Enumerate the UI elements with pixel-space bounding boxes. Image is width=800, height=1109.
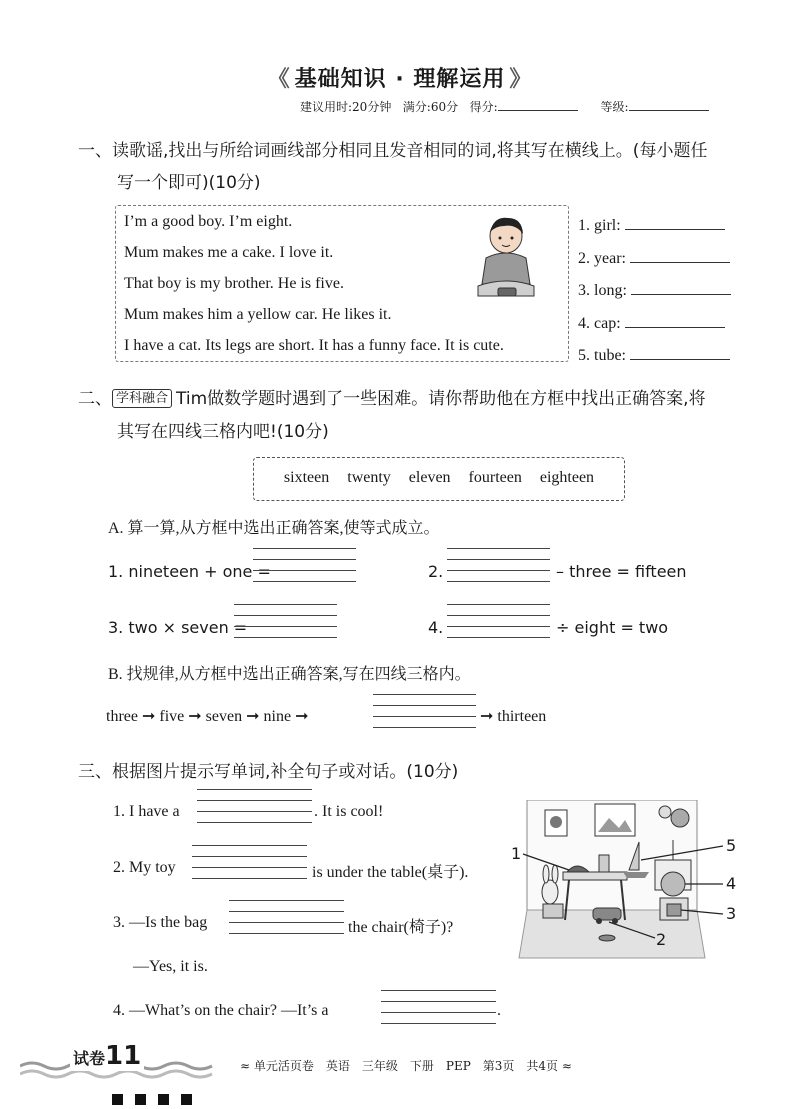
number-sequence [106, 706, 308, 726]
room-label-5: 5 [726, 836, 737, 855]
score-field[interactable] [498, 98, 578, 111]
subject-tag: 学科融合 [112, 389, 172, 408]
arrow-icon: ➞ [188, 708, 202, 725]
four-line-1[interactable] [253, 548, 356, 582]
four-line-2[interactable] [447, 548, 550, 582]
title-bracket-right: 》 [509, 67, 533, 92]
room-label-1: 1 [511, 844, 522, 863]
s3-four-line-3[interactable] [229, 900, 344, 934]
exam-meta [300, 98, 770, 115]
section2-heading-line2: 其写在四线三格内吧!(10分) [117, 422, 329, 442]
s3-q3-start: 3. —Is the bag [113, 914, 208, 931]
poem-line-3: That boy is my brother. He is five. [124, 275, 344, 292]
room-illustration [505, 800, 755, 965]
s1-item-2-label: 2. year: [578, 250, 626, 267]
s1-item-4-label: 4. cap: [578, 315, 621, 332]
suggested-time: 建议用时:20分钟 [300, 100, 392, 114]
four-line-4[interactable] [447, 604, 550, 638]
s1-item-1 [578, 213, 725, 235]
poem-line-2: Mum makes me a cake. I love it. [124, 244, 334, 261]
s3-q4-end: . [497, 1002, 501, 1019]
s3-q3-answer: —Yes, it is. [133, 958, 208, 975]
grade-field[interactable] [629, 98, 709, 111]
poem-line-4: Mum makes him a yellow car. He likes it. [124, 306, 392, 323]
seq-word-1: three [106, 708, 138, 725]
poem-line-1: I’m a good boy. I’m eight. [124, 213, 293, 230]
part-b-instruction: B. 找规律,从方框中选出正确答案,写在四线三格内。 [108, 666, 471, 683]
equation-2-rest: – three = fifteen [556, 562, 687, 581]
four-line-3[interactable] [234, 604, 337, 638]
paper-number-value: 11 [105, 1041, 142, 1071]
room-label-2: 2 [656, 930, 667, 949]
s3-four-line-1[interactable] [197, 789, 312, 823]
equation-4-number: 4. [428, 618, 444, 637]
s1-answer-3[interactable] [631, 278, 731, 295]
section1-heading-line2: 写一个即可)(10分) [117, 173, 261, 193]
word-eleven: eleven [408, 469, 451, 486]
page-title [0, 62, 800, 93]
equation-1: 1. nineteen + one = [108, 562, 271, 581]
section2-number: 二、 [78, 389, 112, 409]
equation-4-rest: ÷ eight = two [556, 618, 669, 637]
s1-answer-5[interactable] [630, 343, 730, 360]
s3-q1-start: 1. I have a [113, 803, 180, 820]
score-label: 得分: [469, 100, 498, 114]
s3-q2-end: is under the table(桌子). [312, 864, 469, 881]
word-fourteen: fourteen [468, 469, 522, 486]
s1-answer-2[interactable] [630, 246, 730, 263]
s3-q3-end: the chair(椅子)? [348, 919, 454, 936]
seq-word-2: five [159, 708, 185, 725]
section2-heading-text: Tim做数学题时遇到了一些困难。请你帮助他在方框中找出正确答案,将 [176, 389, 706, 409]
grade-label: 等级: [600, 100, 629, 114]
equation-3: 3. two × seven = [108, 618, 248, 637]
s1-item-5-label: 5. tube: [578, 347, 626, 364]
part-a-instruction: A. 算一算,从方框中选出正确答案,使等式成立。 [108, 520, 440, 537]
footer-squares [112, 1090, 204, 1109]
room-label-3: 3 [726, 904, 737, 923]
section2-heading-line1 [78, 384, 706, 414]
word-twenty: twenty [347, 469, 391, 486]
equation-2-number: 2. [428, 562, 444, 581]
s1-answer-4[interactable] [625, 311, 725, 328]
s3-q4-start: 4. —What’s on the chair? —It’s a [113, 1002, 329, 1019]
paper-label: 试卷 [73, 1049, 106, 1068]
s1-answer-1[interactable] [625, 213, 725, 230]
arrow-icon: ➞ [480, 708, 494, 725]
title-bracket-left: 《 [267, 67, 291, 92]
arrow-icon: ➞ [295, 708, 309, 725]
s1-item-3-label: 3. long: [578, 282, 627, 299]
section1-heading-line1: 一、读歌谣,找出与所给词画线部分相同且发音相同的词,将其写在横线上。(每小题任 [78, 141, 708, 161]
s1-item-2 [578, 246, 730, 268]
full-score: 满分:60分 [402, 100, 459, 114]
poem-line-5: I have a cat. Its legs are short. It has a funny face. It is cute. [124, 337, 504, 354]
s1-item-4 [578, 311, 725, 333]
four-line-5[interactable] [373, 694, 476, 728]
sequence-end [480, 706, 546, 726]
arrow-icon: ➞ [246, 708, 260, 725]
seq-word-4: nine [263, 708, 292, 725]
word-box [253, 457, 625, 501]
s3-q1-end: . It is cool! [314, 803, 384, 820]
boy-illustration [470, 212, 542, 304]
s3-q2-start: 2. My toy [113, 859, 176, 876]
s1-item-5 [578, 343, 730, 365]
word-eighteen: eighteen [539, 469, 595, 486]
seq-word-end: thirteen [497, 708, 547, 725]
paper-number [70, 1041, 144, 1071]
s1-item-3 [578, 278, 731, 300]
s3-four-line-2[interactable] [192, 845, 307, 879]
s3-four-line-4[interactable] [381, 990, 496, 1024]
s1-item-1-label: 1. girl: [578, 217, 621, 234]
arrow-icon: ➞ [141, 708, 156, 725]
title-text: 基础知识 · 理解运用 [294, 67, 506, 92]
section3-heading: 三、根据图片提示写单词,补全句子或对话。(10分) [78, 762, 459, 782]
room-label-4: 4 [726, 874, 737, 893]
word-sixteen: sixteen [283, 469, 330, 486]
seq-word-3: seven [205, 708, 243, 725]
footer-info: ≈ 单元活页卷 英语 三年级 下册 PEP 第3页 共4页 ≈ [240, 1059, 572, 1073]
